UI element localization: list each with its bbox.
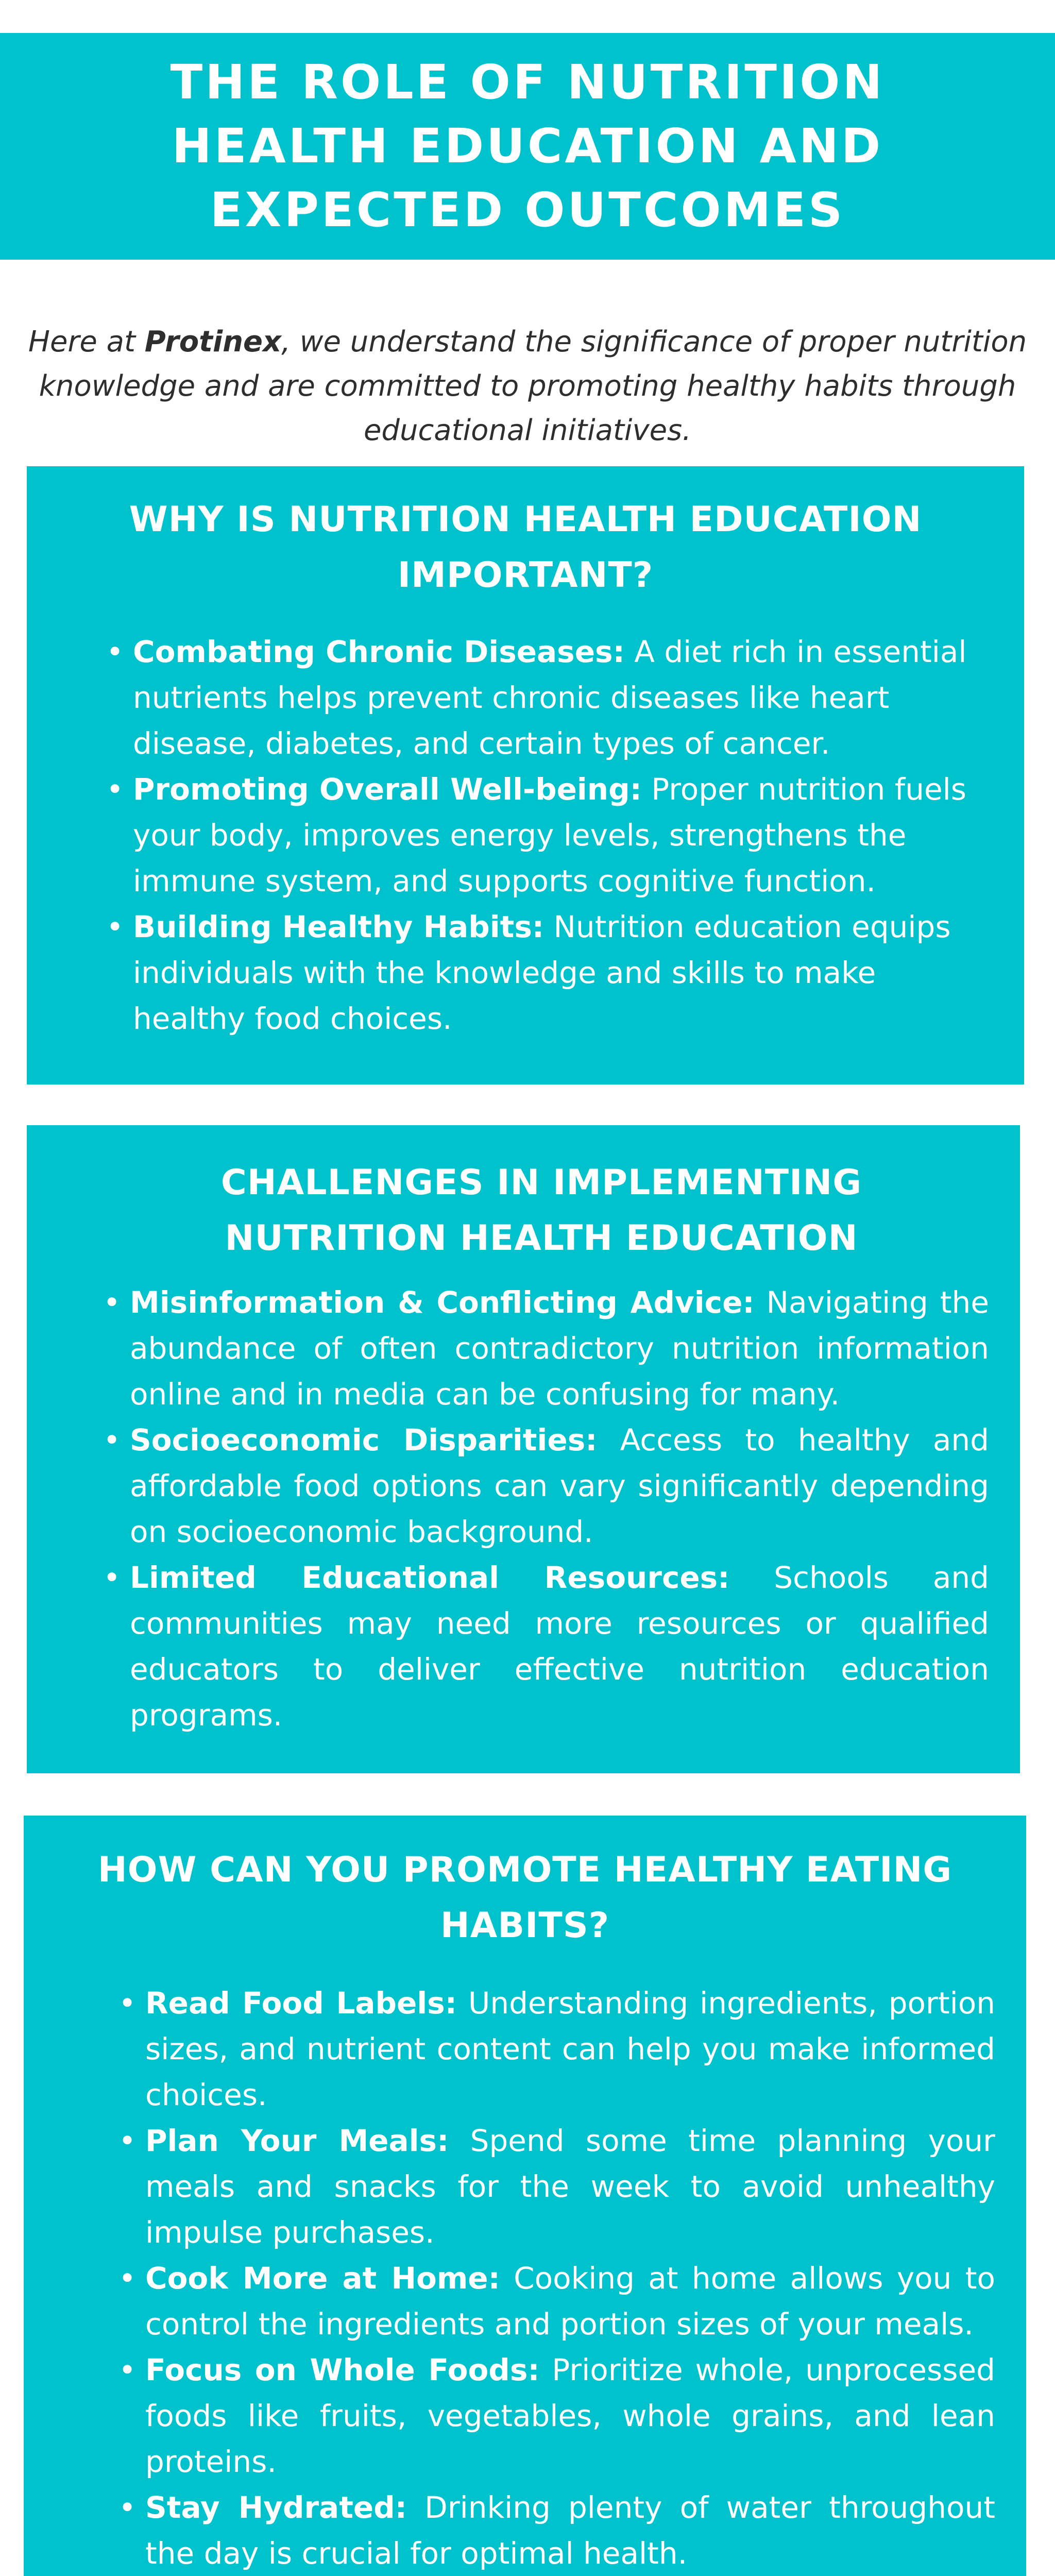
item-term: Cook More at Home:: [145, 2261, 500, 2296]
promote-list: [55, 1980, 995, 2576]
item-term: Read Food Labels:: [145, 1986, 457, 2021]
item-text: Navigating the abundance of often contradictory nutrition information online and in media can be confusing for many.: [130, 1285, 990, 1412]
item-text: Understanding ingredients, portion sizes, and nutrient content can help you make informed choices.: [145, 1986, 995, 2112]
promote-heading: HOW CAN YOU PROMOTE HEALTHY EATING HABITS?: [97, 1850, 952, 1946]
list-item: [130, 1417, 989, 1555]
list-item: [130, 1280, 989, 1417]
intro-paragraph: [21, 320, 1034, 453]
item-term: Combating Chronic Diseases:: [133, 634, 625, 669]
list-item: [133, 767, 993, 904]
item-text: Drinking plenty of water throughout the day is crucial for optimal health.: [145, 2490, 995, 2571]
list-item: [145, 1980, 995, 2118]
item-text: A diet rich in essential nutrients helps prevent chronic diseases like heart disease, diabetes, and certain types of cancer.: [133, 634, 967, 761]
intro-text-after: , we understand the significance of proper nutrition knowledge and are committed to promoting healthy habits through educational initiatives.: [39, 325, 1027, 447]
item-term: Socioeconomic Disparities:: [130, 1422, 598, 1458]
why-section: [27, 466, 1024, 1084]
item-text: Spend some time planning your meals and snacks for the week to avoid unhealthy impulse purchases.: [145, 2123, 995, 2250]
challenges-heading: CHALLENGES IN IMPLEMENTING NUTRITION HEALTH EDUCATION: [220, 1162, 862, 1259]
item-term: Building Healthy Habits:: [133, 909, 544, 944]
item-term: Limited Educational Resources:: [130, 1560, 730, 1595]
item-text: Access to healthy and affordable food options can vary significantly depending on socioeconomic background.: [130, 1422, 989, 1549]
item-text: Prioritize whole, unprocessed foods like fruits, vegetables, whole grains, and lean proteins.: [145, 2352, 995, 2479]
list-item: [130, 1555, 989, 1738]
challenges-list: [58, 1280, 989, 1738]
promote-section: [24, 1816, 1026, 2576]
list-item: [145, 2256, 995, 2347]
list-item: [145, 2118, 995, 2256]
list-item: [133, 629, 993, 767]
item-term: Stay Hydrated:: [145, 2490, 407, 2525]
why-list: [58, 629, 993, 1042]
item-term: Misinformation & Conflicting Advice:: [130, 1285, 755, 1320]
item-text: Schools and communities may need more resources or qualified educators to deliver effective nutrition education programs.: [130, 1560, 990, 1733]
list-item: [145, 2485, 995, 2576]
item-text: Proper nutrition fuels your body, improves energy levels, strengthens the immune system, and supports cognitive function.: [133, 772, 966, 899]
brand-name: Protinex: [144, 325, 282, 359]
challenges-section: [27, 1125, 1020, 1773]
item-term: Focus on Whole Foods:: [145, 2352, 540, 2387]
why-heading: WHY IS NUTRITION HEALTH EDUCATION IMPORTANT?: [129, 499, 922, 596]
page-title: THE ROLE OF NUTRITION HEALTH EDUCATION AND EXPECTED OUTCOMES: [170, 55, 885, 238]
item-term: Plan Your Meals:: [145, 2123, 449, 2158]
title-banner: [0, 33, 1055, 260]
intro-text-before: Here at: [28, 325, 145, 359]
list-item: [145, 2347, 995, 2485]
item-term: Promoting Overall Well-being:: [133, 772, 642, 807]
item-text: Nutrition education equips individuals with the knowledge and skills to make healthy food choices.: [133, 909, 951, 1036]
list-item: [133, 904, 993, 1042]
item-text: Cooking at home allows you to control the ingredients and portion sizes of your meals.: [145, 2261, 995, 2342]
